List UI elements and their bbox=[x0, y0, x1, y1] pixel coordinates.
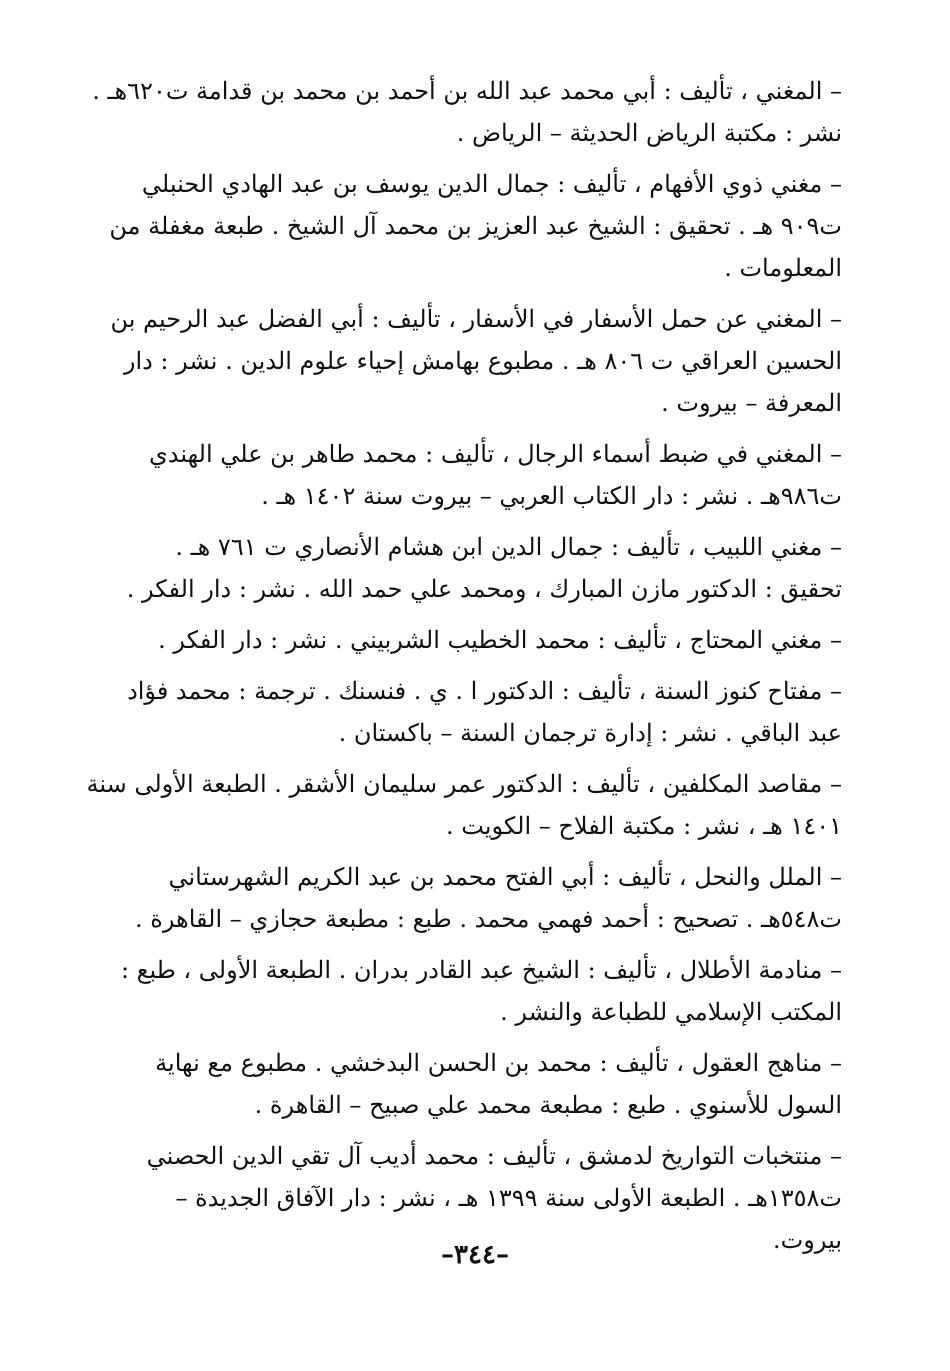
bibliography-entry bbox=[100, 1042, 842, 1126]
bibliography-entry bbox=[100, 670, 842, 754]
entry-line: – مناهج العقول ، تأليف : محمد بن الحسن البدخشي . مطبوع مع نهاية bbox=[155, 1049, 842, 1077]
bibliography-entry bbox=[100, 619, 842, 661]
bibliography-entry bbox=[100, 298, 842, 424]
entry-line: ١٤٠١ هـ ، نشر : مكتبة الفلاح – الكويت . bbox=[446, 812, 842, 840]
bibliography-entry bbox=[86, 763, 842, 847]
bibliography-entry bbox=[92, 70, 842, 154]
page-number: –٣٤٤– bbox=[441, 1240, 509, 1270]
entry-line: المعلومات . bbox=[724, 254, 842, 282]
entry-line: السول للأسنوي . طبع : مطبعة محمد علي صبيح – القاهرة . bbox=[254, 1091, 842, 1119]
entry-line: – مفتاح كنوز السنة ، تأليف : الدكتور ا . ي . فنسنك . ترجمة : محمد فؤاد bbox=[127, 677, 842, 705]
entry-line: تحقيق : الدكتور مازن المبارك ، ومحمد علي حمد الله . نشر : دار الفكر . bbox=[126, 575, 842, 603]
entry-line: – الملل والنحل ، تأليف : أبي الفتح محمد بن عبد الكريم الشهرستاني bbox=[168, 863, 842, 891]
entry-line: المكتب الإسلامي للطباعة والنشر . bbox=[500, 998, 842, 1026]
entry-line: نشر : مكتبة الرياض الحديثة – الرياض . bbox=[456, 119, 842, 147]
entry-line: ت٥٤٨هـ . تصحيح : أحمد فهمي محمد . طبع : مطبعة حجازي – القاهرة . bbox=[134, 905, 842, 933]
entry-line: – مغني اللبيب ، تأليف : جمال الدين ابن هشام الأنصاري ت ٧٦١ هـ . bbox=[175, 533, 842, 561]
bibliography-entry bbox=[100, 433, 842, 517]
entry-line: الحسين العراقي ت ٨٠٦ هـ . مطبوع بهامش إحياء علوم الدين . نشر : دار bbox=[123, 347, 842, 375]
entry-line: – مغني ذوي الأفهام ، تأليف : جمال الدين يوسف بن عبد الهادي الحنبلي bbox=[141, 170, 842, 198]
entry-line: ت١٣٥٨هـ . الطبعة الأولى سنة ١٣٩٩ هـ ، نشر : دار الآفاق الجديدة – bbox=[175, 1184, 842, 1212]
bibliography-entry bbox=[100, 856, 842, 940]
entry-line: – المغني ، تأليف : أبي محمد عبد الله بن أحمد بن محمد بن قدامة ت٦٢٠هـ . bbox=[92, 77, 842, 105]
bibliography-page bbox=[86, 70, 842, 1270]
entry-line: عبد الباقي . نشر : إدارة ترجمان السنة – باكستان . bbox=[338, 719, 842, 747]
entry-line: – منتخبات التواريخ لدمشق ، تأليف : محمد أديب آل تقي الدين الحصني bbox=[146, 1142, 842, 1170]
entry-line: ت٩٠٩ هـ . تحقيق : الشيخ عبد العزيز بن محمد آل الشيخ . طبعة مغفلة من bbox=[109, 212, 842, 240]
entry-line: المعرفة – بيروت . bbox=[661, 389, 842, 417]
entry-line: ت٩٨٦هـ . نشر : دار الكتاب العربي – بيروت سنة ١٤٠٢ هـ . bbox=[261, 482, 842, 510]
entry-line: – المغني عن حمل الأسفار في الأسفار ، تأليف : أبي الفضل عبد الرحيم بن bbox=[110, 305, 842, 333]
bibliography-entry bbox=[100, 949, 842, 1033]
entry-line: بيروت. bbox=[773, 1226, 842, 1254]
entry-line: – مغني المحتاج ، تأليف : محمد الخطيب الشربيني . نشر : دار الفكر . bbox=[158, 626, 842, 654]
entry-line: – منادمة الأطلال ، تأليف : الشيخ عبد القادر بدران . الطبعة الأولى ، طبع : bbox=[120, 956, 842, 984]
bibliography-entry bbox=[100, 163, 842, 289]
entry-line: – المغني في ضبط أسماء الرجال ، تأليف : محمد طاهر بن علي الهندي bbox=[148, 440, 842, 468]
entry-line: – مقاصد المكلفين ، تأليف : الدكتور عمر سليمان الأشقر . الطبعة الأولى سنة bbox=[86, 770, 842, 798]
bibliography-entry bbox=[100, 526, 842, 610]
